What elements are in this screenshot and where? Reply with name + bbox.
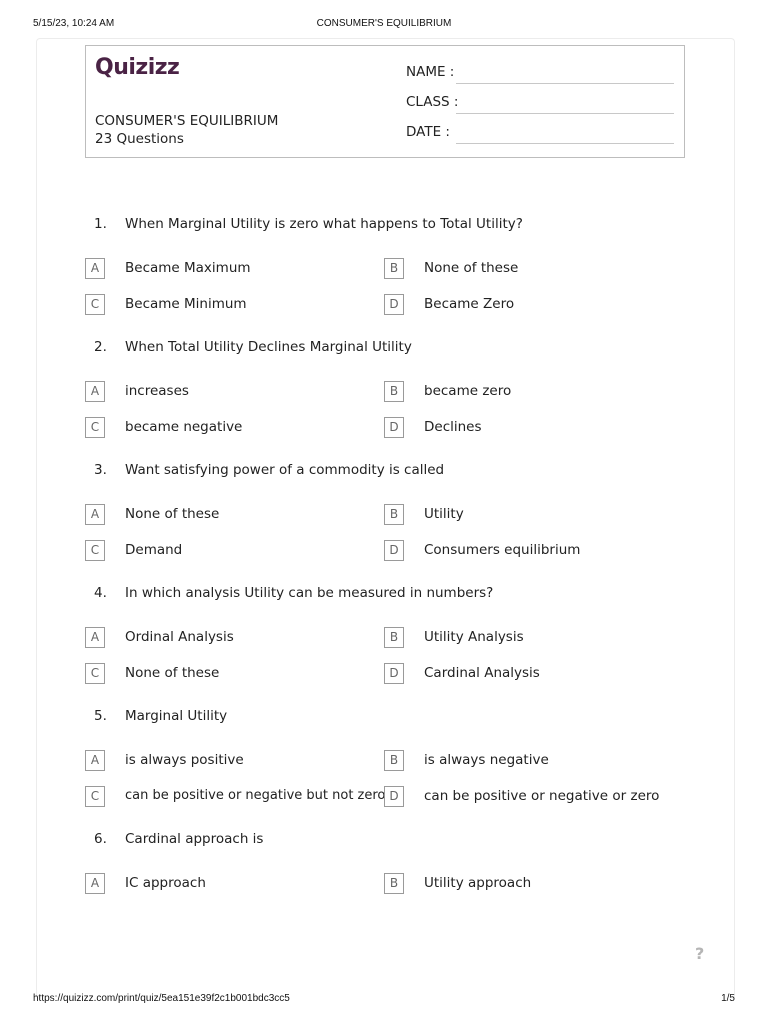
q4-option-d bbox=[384, 663, 684, 685]
question-number: 6. bbox=[94, 831, 107, 847]
print-header bbox=[33, 18, 735, 32]
question-number: 3. bbox=[94, 462, 107, 478]
q5-option-d bbox=[384, 786, 684, 808]
option-letter-box: B bbox=[384, 504, 404, 525]
option-letter-box: C bbox=[85, 417, 105, 438]
option-text: became negative bbox=[125, 419, 243, 435]
q3-option-a bbox=[85, 504, 385, 526]
option-letter-box: A bbox=[85, 381, 105, 402]
option-letter-box: A bbox=[85, 258, 105, 279]
option-text: can be positive or negative but not zero bbox=[125, 788, 386, 803]
q2-option-c bbox=[85, 417, 385, 439]
name-label: NAME : bbox=[406, 64, 455, 80]
q4-option-a bbox=[85, 627, 385, 649]
question-text: Cardinal approach is bbox=[125, 831, 264, 847]
question-5 bbox=[94, 708, 694, 728]
date-line bbox=[456, 143, 674, 144]
option-letter-box: D bbox=[384, 540, 404, 561]
q1-option-b bbox=[384, 258, 684, 280]
q5-option-a bbox=[85, 750, 385, 772]
option-letter-box: A bbox=[85, 873, 105, 894]
print-title: CONSUMER'S EQUILIBRIUM bbox=[316, 18, 452, 29]
question-4 bbox=[94, 585, 694, 605]
option-text: is always positive bbox=[125, 752, 244, 768]
class-label: CLASS : bbox=[406, 94, 459, 110]
question-text: In which analysis Utility can be measured in numbers? bbox=[125, 585, 494, 601]
option-letter-box: D bbox=[384, 417, 404, 438]
question-1 bbox=[94, 216, 694, 236]
q1-option-d bbox=[384, 294, 684, 316]
option-letter-box: B bbox=[384, 627, 404, 648]
quizizz-logo: Quizizz bbox=[95, 55, 180, 80]
date-field bbox=[406, 124, 674, 144]
class-field bbox=[406, 94, 674, 114]
q2-option-d bbox=[384, 417, 684, 439]
page-number: 1/5 bbox=[721, 993, 735, 1004]
option-letter-box: B bbox=[384, 750, 404, 771]
date-label: DATE : bbox=[406, 124, 450, 140]
option-letter-box: B bbox=[384, 381, 404, 402]
option-text: Demand bbox=[125, 542, 183, 558]
option-text: None of these bbox=[424, 260, 519, 276]
option-letter-box: B bbox=[384, 258, 404, 279]
page-url: https://quizizz.com/print/quiz/5ea151e39f2c1b001bdc3cc5 bbox=[33, 993, 290, 1004]
q5-option-c bbox=[85, 786, 385, 808]
option-letter-box: C bbox=[85, 294, 105, 315]
option-text: Cardinal Analysis bbox=[424, 665, 540, 681]
name-line bbox=[456, 83, 674, 84]
option-letter-box: A bbox=[85, 504, 105, 525]
print-footer bbox=[33, 993, 735, 1007]
option-text: None of these bbox=[125, 506, 220, 522]
option-letter-box: A bbox=[85, 627, 105, 648]
option-text: Ordinal Analysis bbox=[125, 629, 234, 645]
option-text: Utility Analysis bbox=[424, 629, 524, 645]
option-text: increases bbox=[125, 383, 189, 399]
question-count: 23 Questions bbox=[95, 131, 184, 147]
option-text: IC approach bbox=[125, 875, 206, 891]
question-2 bbox=[94, 339, 694, 359]
option-letter-box: C bbox=[85, 540, 105, 561]
q1-option-a bbox=[85, 258, 385, 280]
q6-option-a bbox=[85, 873, 385, 895]
option-letter-box: C bbox=[85, 663, 105, 684]
option-letter-box: A bbox=[85, 750, 105, 771]
option-letter-box: D bbox=[384, 294, 404, 315]
name-field bbox=[406, 64, 674, 84]
q4-option-b bbox=[384, 627, 684, 649]
option-text: Utility bbox=[424, 506, 464, 522]
q1-option-c bbox=[85, 294, 385, 316]
option-text: became zero bbox=[424, 383, 512, 399]
q2-option-a bbox=[85, 381, 385, 403]
question-text: When Marginal Utility is zero what happens to Total Utility? bbox=[125, 216, 523, 232]
class-line bbox=[456, 113, 674, 114]
option-letter-box: D bbox=[384, 663, 404, 684]
option-text: is always negative bbox=[424, 752, 549, 768]
quiz-title: CONSUMER'S EQUILIBRIUM bbox=[95, 113, 279, 129]
q4-option-c bbox=[85, 663, 385, 685]
q3-option-c bbox=[85, 540, 385, 562]
question-6 bbox=[94, 831, 694, 851]
q3-option-b bbox=[384, 504, 684, 526]
question-number: 2. bbox=[94, 339, 107, 355]
question-text: When Total Utility Declines Marginal Utility bbox=[125, 339, 412, 355]
option-text: Consumers equilibrium bbox=[424, 542, 581, 558]
question-number: 1. bbox=[94, 216, 107, 232]
option-text: Became Maximum bbox=[125, 260, 251, 276]
option-text: can be positive or negative or zero bbox=[424, 788, 660, 804]
question-text: Marginal Utility bbox=[125, 708, 228, 724]
quiz-header-box bbox=[85, 45, 685, 158]
print-timestamp: 5/15/23, 10:24 AM bbox=[33, 18, 115, 29]
option-letter-box: C bbox=[85, 786, 105, 807]
q2-option-b bbox=[384, 381, 684, 403]
option-text: Became Minimum bbox=[125, 296, 247, 312]
option-letter-box: B bbox=[384, 873, 404, 894]
q5-option-b bbox=[384, 750, 684, 772]
q3-option-d bbox=[384, 540, 684, 562]
help-icon[interactable]: ? bbox=[695, 944, 705, 963]
option-text: None of these bbox=[125, 665, 220, 681]
option-text: Became Zero bbox=[424, 296, 515, 312]
option-text: Declines bbox=[424, 419, 482, 435]
question-text: Want satisfying power of a commodity is called bbox=[125, 462, 445, 478]
q6-option-b bbox=[384, 873, 684, 895]
question-number: 4. bbox=[94, 585, 107, 601]
question-3 bbox=[94, 462, 694, 482]
question-number: 5. bbox=[94, 708, 107, 724]
option-letter-box: D bbox=[384, 786, 404, 807]
option-text: Utility approach bbox=[424, 875, 532, 891]
